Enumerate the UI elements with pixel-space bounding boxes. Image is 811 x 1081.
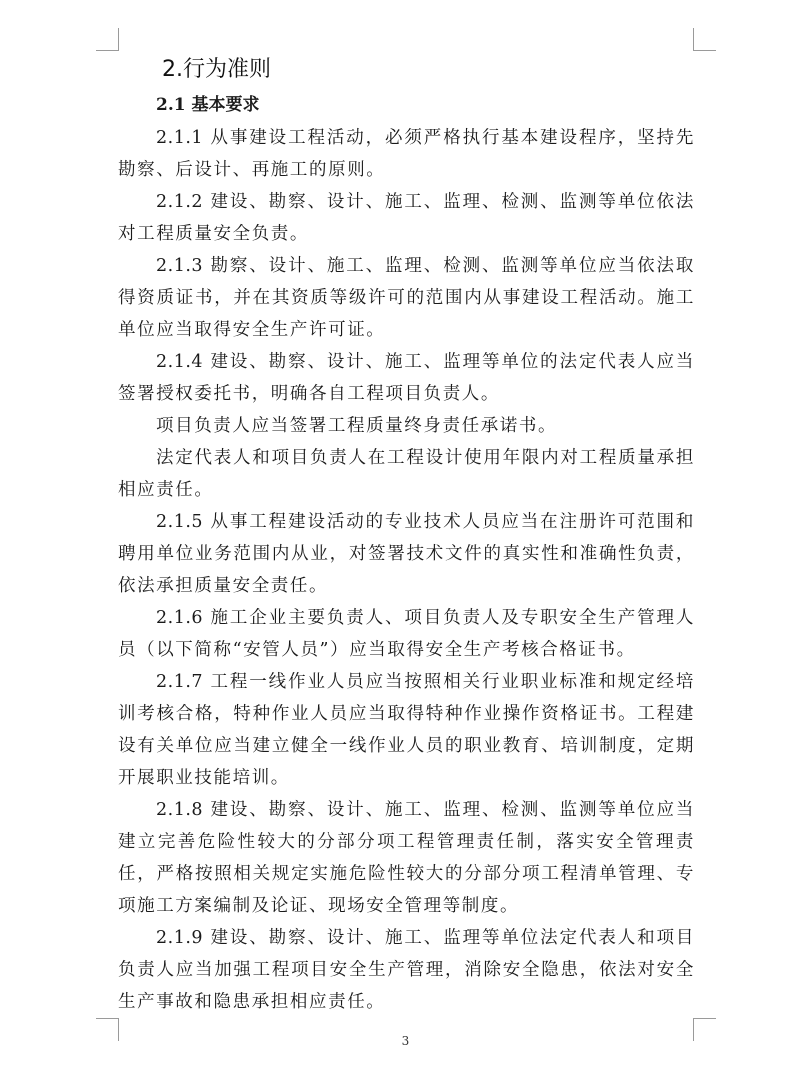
page-number: 3 — [401, 1034, 410, 1048]
clause-2-1-5: 2.1.5 从事工程建设活动的专业技术人员应当在注册许可范围和聘用单位业务范围内从业，对签署技术文件的真实性和准确性负责，依法承担质量安全责任。 — [118, 512, 696, 596]
clause-2-1-4: 2.1.4 建设、勘察、设计、施工、监理等单位的法定代表人应当签署授权委托书，明确各自工程项目负责人。 — [118, 352, 696, 404]
clause-2-1-9: 2.1.9 建设、勘察、设计、施工、监理等单位法定代表人和项目负责人应当加强工程项目安全生产管理，消除安全隐患，依法对安全生产事故和隐患承担相应责任。 — [118, 928, 696, 1012]
document-body — [118, 50, 695, 1018]
crop-mark-top-left — [96, 28, 119, 51]
clause-2-1-2: 2.1.2 建设、勘察、设计、施工、监理、检测、监测等单位依法对工程质量安全负责。 — [118, 192, 696, 244]
chapter-heading: 2.行为准则 — [162, 57, 271, 82]
clause-2-1-7: 2.1.7 工程一线作业人员应当按照相关行业职业标准和规定经培训考核合格，特种作业人员应当取得特种作业操作资格证书。工程建设有关单位应当建立健全一线作业人员的职业教育、培训制度，定期开展职业技能培训。 — [118, 672, 696, 788]
clause-2-1-3: 2.1.3 勘察、设计、施工、监理、检测、监测等单位应当依法取得资质证书，并在其资质等级许可的范围内从事建设工程活动。施工单位应当取得安全生产许可证。 — [118, 256, 696, 340]
clause-2-1-1: 2.1.1 从事建设工程活动，必须严格执行基本建设程序，坚持先勘察、后设计、再施工的原则。 — [118, 128, 696, 180]
clause-2-1-4-note-2: 法定代表人和项目负责人在工程设计使用年限内对工程质量承担相应责任。 — [118, 448, 695, 500]
clause-2-1-4-note-1: 项目负责人应当签署工程质量终身责任承诺书。 — [156, 416, 558, 436]
clause-2-1-6: 2.1.6 施工企业主要负责人、项目负责人及专职安全生产管理人员（以下简称“安管人员”）应当取得安全生产考核合格证书。 — [118, 608, 696, 660]
section-heading: 2.1 基本要求 — [156, 95, 260, 115]
clause-2-1-8: 2.1.8 建设、勘察、设计、施工、监理、检测、监测等单位应当建立完善危险性较大的分部分项工程管理责任制，落实安全管理责任，严格按照相关规定实施危险性较大的分部分项工程清单管理、专项施工方案编制及论证、现场安全管理等制度。 — [118, 800, 696, 916]
crop-mark-top-right — [693, 28, 716, 51]
